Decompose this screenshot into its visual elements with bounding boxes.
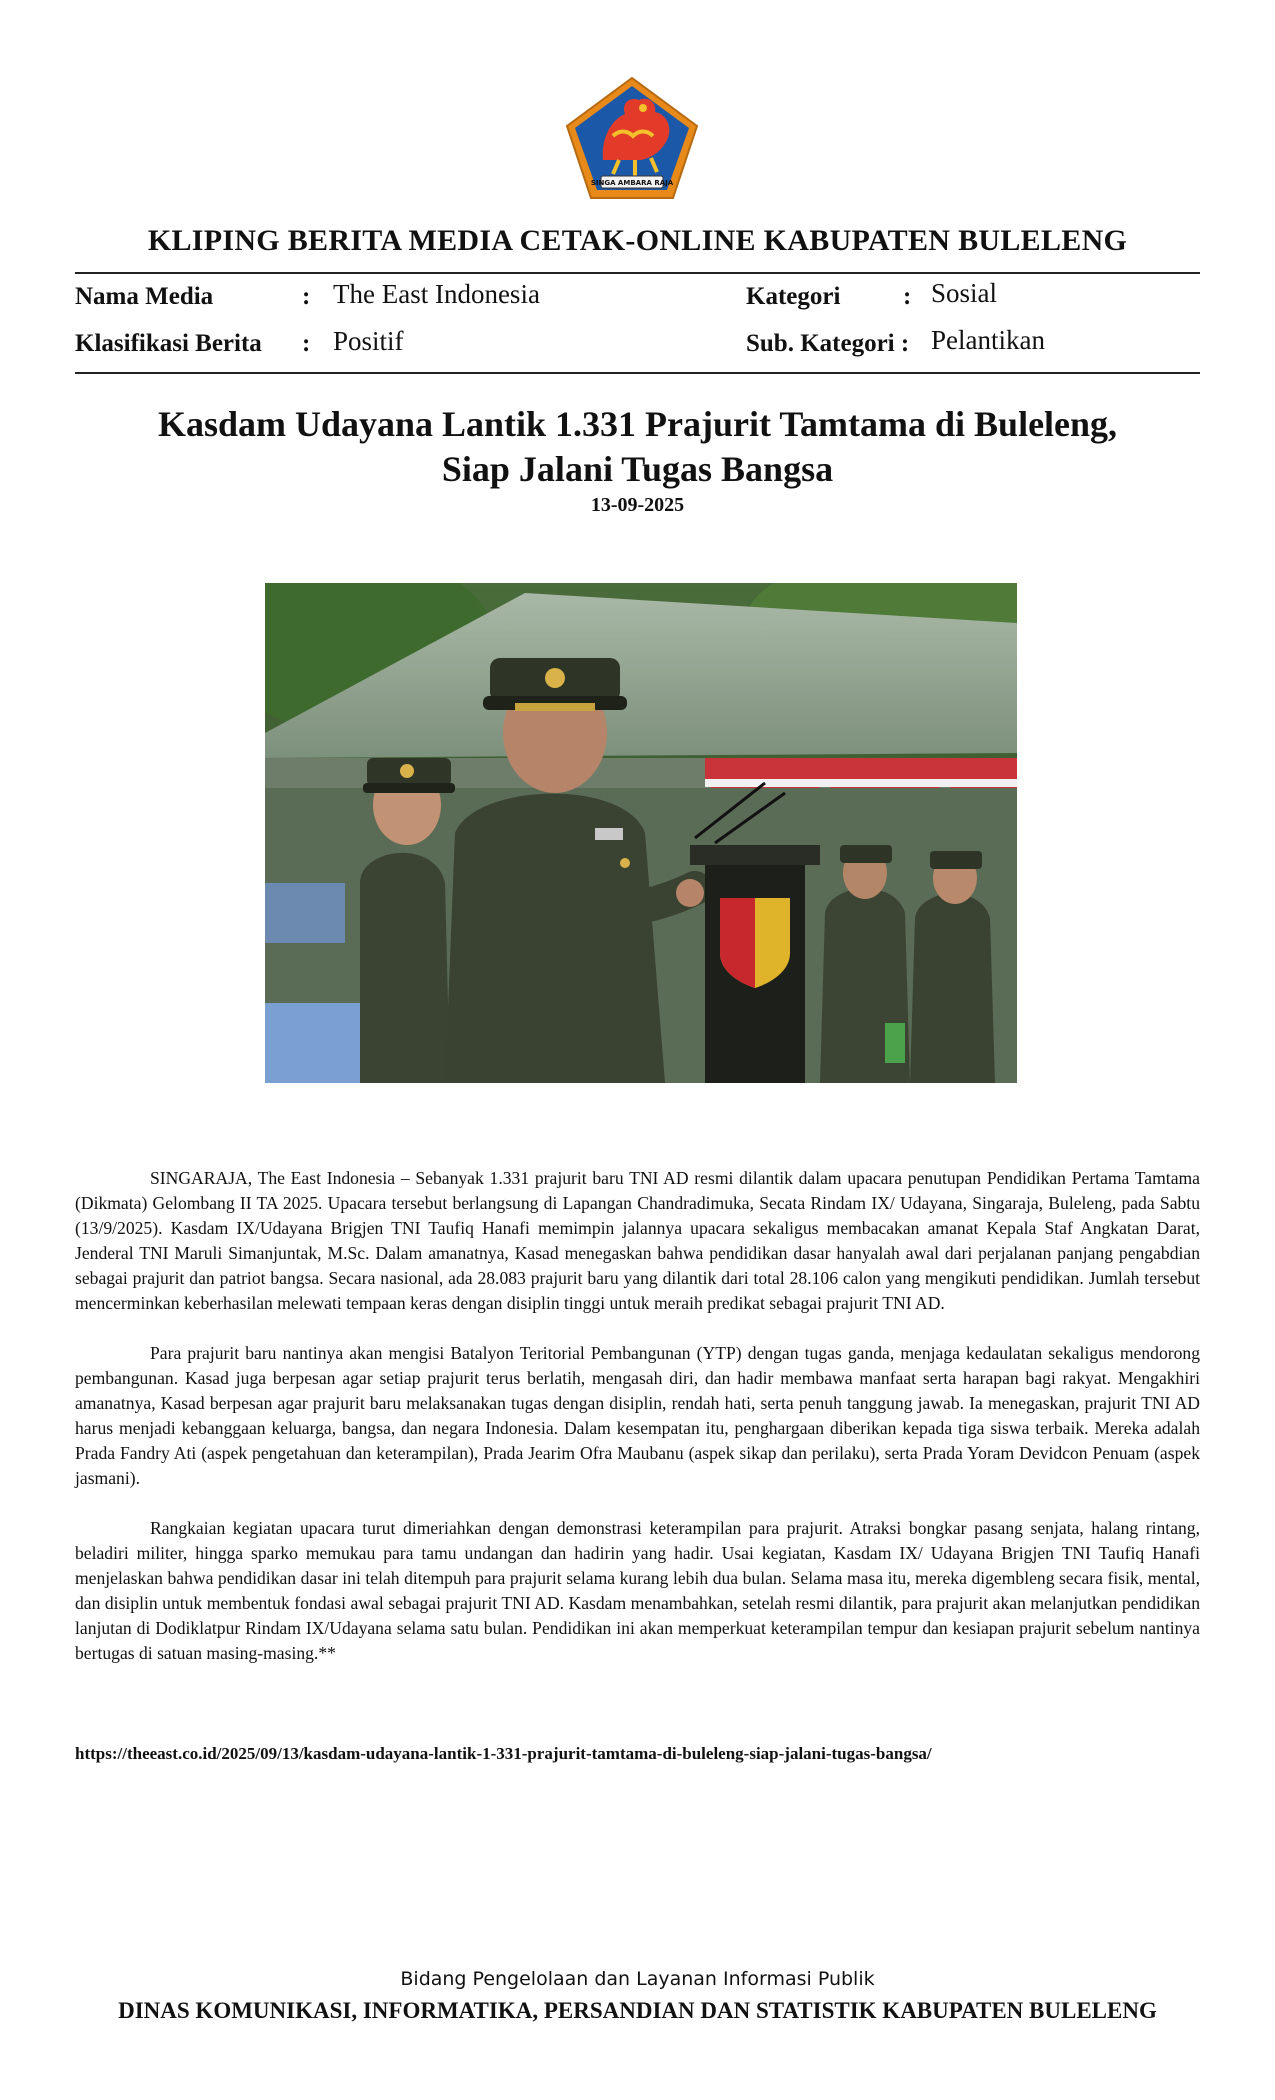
- header-divider-bottom: [75, 372, 1200, 374]
- article-paragraph: Para prajurit baru nantinya akan mengisi Batalyon Teritorial Pembangunan (YTP) dengan tugas ganda, menjaga kedaulatan sekaligus mendorong pembangunan. Kasad juga berpesan agar setiap prajurit terus berlatih, mengasah diri, dan hadir membawa manfaat serta harapan bagi rakyat. Mengakhiri amanatnya, Kasad berpesan agar prajurit baru melaksanakan tugas dengan disiplin, rendah hati, serta penuh tanggung jawab. Ia menegaskan, prajurit TNI AD harus menjadi kebanggaan keluarga, bangsa, dan negara Indonesia. Dalam kesempatan itu, penghargaan diberikan kepada tiga siswa terbaik. Mereka adalah Prada Fandry Ati (aspek pengetahuan dan keterampilan), Prada Jearim Ofra Maubanu (aspek sikap dan perilaku), serta Prada Yoram Devidcon Penuam (aspek jasmani).: [75, 1343, 1200, 1488]
- article-title: [0, 402, 1275, 492]
- kategori-label: Kategori: [746, 283, 841, 310]
- kategori-colon: :: [903, 283, 912, 310]
- footer-department: Bidang Pengelolaan dan Layanan Informasi Publik: [400, 1968, 875, 1990]
- article-photo: [265, 583, 1017, 1083]
- article-body: [75, 1166, 1200, 1691]
- header-divider-top: [75, 272, 1200, 274]
- media-value: The East Indonesia: [333, 279, 540, 309]
- header-title: KLIPING BERITA MEDIA CETAK-ONLINE KABUPATEN BULELENG: [147, 224, 1128, 257]
- svg-text:SINGA AMBARA RAJA: SINGA AMBARA RAJA: [590, 179, 674, 187]
- kategori-value: Sosial: [931, 278, 998, 308]
- klasifikasi-value: Positif: [333, 326, 404, 356]
- media-colon: :: [302, 283, 311, 310]
- article-date: 13-09-2025: [590, 494, 685, 516]
- source-url-link[interactable]: https://theeast.co.id/2025/09/13/kasdam-udayana-lantik-1-331-prajurit-tamtama-di-buleleng-siap-jalani-tugas-bangsa/: [75, 1744, 932, 1763]
- media-label: Nama Media: [75, 283, 214, 310]
- subkategori-label: Sub. Kategori :: [746, 330, 910, 357]
- klasifikasi-colon: :: [302, 330, 311, 357]
- klasifikasi-label: Klasifikasi Berita: [75, 330, 262, 357]
- article-paragraph: Rangkaian kegiatan upacara turut dimeriahkan dengan demonstrasi keterampilan para prajurit. Atraksi bongkar pasang senjata, halang rintang, beladiri militer, hingga sparko memukau para tamu undangan dan hadirin yang hadir. Usai kegiatan, Kasdam IX/ Udayana Brigjen TNI Taufiq Hanafi menjelaskan bahwa pendidikan dasar ini telah ditempuh para prajurit selama kurang lebih dua bulan. Selama masa itu, mereka digembleng secara fisik, mental, dan disiplin untuk membentuk fondasi awal sebagai prajurit TNI AD. Kasdam menambahkan, setelah resmi dilantik, para prajurit akan melanjutkan pendidikan lanjutan di Dodiklatpur Rindam IX/Udayana selama satu bulan. Pendidikan ini akan memperkuat keterampilan tempur dan kesiapan prajurit sebelum nantinya bertugas di satuan masing-masing.**: [75, 1518, 1200, 1663]
- article-title-line-1: Kasdam Udayana Lantik 1.331 Prajurit Tamtama di Buleleng,: [157, 404, 1118, 444]
- buleleng-regency-crest-icon: [563, 74, 701, 202]
- footer-agency: DINAS KOMUNIKASI, INFORMATIKA, PERSANDIAN DAN STATISTIK KABUPATEN BULELENG: [118, 1998, 1157, 2023]
- subkategori-value: Pelantikan: [931, 325, 1045, 355]
- article-paragraph: SINGARAJA, The East Indonesia – Sebanyak 1.331 prajurit baru TNI AD resmi dilantik dalam upacara penutupan Pendidikan Pertama Tamtama (Dikmata) Gelombang II TA 2025. Upacara tersebut berlangsung di Lapangan Chandradimuka, Secata Rindam IX/ Udayana, Singaraja, Buleleng, pada Sabtu (13/9/2025). Kasdam IX/Udayana Brigjen TNI Taufiq Hanafi memimpin jalannya upacara sekaligus membacakan amanat Kepala Staf Angkatan Darat, Jenderal TNI Maruli Simanjuntak, M.Sc. Dalam amanatnya, Kasad menegaskan bahwa pendidikan dasar hanyalah awal dari perjalanan panjang pengabdian sebagai prajurit dan patriot bangsa. Secara nasional, ada 28.083 prajurit baru yang dilantik dari total 28.106 calon yang mengikuti pendidikan. Jumlah tersebut mencerminkan keberhasilan melewati tempaan keras dengan disiplin tinggi untuk meraih predikat sebagai prajurit TNI AD.: [75, 1168, 1200, 1313]
- article-title-line-2: Siap Jalani Tugas Bangsa: [441, 449, 834, 489]
